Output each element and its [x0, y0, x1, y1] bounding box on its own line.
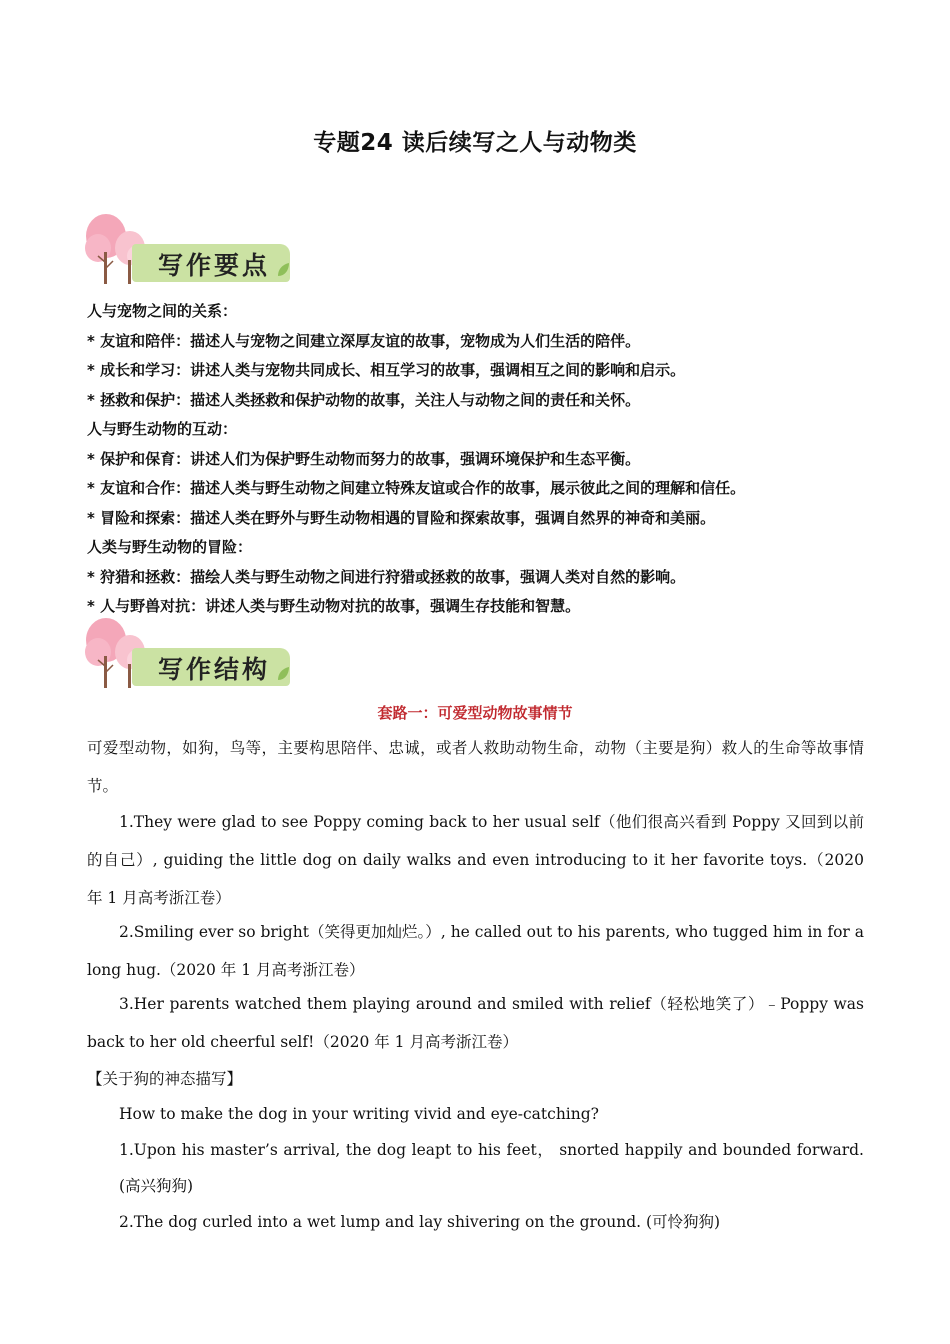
leaf-icon: [276, 262, 290, 278]
badge-label: 写作要点: [158, 251, 271, 280]
leaf-icon: [276, 666, 290, 682]
list-item: * 保护和保育：讲述人们为保护野生动物而努力的故事，强调环境保护和生态平衡。: [87, 449, 641, 468]
list-item: * 友谊和陪伴：描述人与宠物之间建立深厚友谊的故事，宠物成为人们生活的陪伴。: [87, 331, 641, 350]
list-item: 人类与野生动物的冒险：: [87, 538, 253, 556]
list-item: * 拯救和保护：描述人类拯救和保护动物的故事，关注人与动物之间的责任和关怀。: [87, 390, 641, 409]
example-paragraph: 3.Her parents watched them playing around and smiled with relief（轻松地笑了）﹣Poppy was back to her old cheerful self!（2020 年 1 月高考浙江卷）: [87, 995, 864, 1051]
intro-paragraph: 可爱型动物，如狗，鸟等，主要构思陪伴、忠诚，或者人救助动物生命，动物（主要是狗）救人的生命等故事情节。: [87, 739, 864, 795]
example-paragraph: 2.Smiling ever so bright（笑得更加灿烂。）, he called out to his parents, who tugged him in for a long hug.（2020 年 1 月高考浙江卷）: [87, 923, 864, 979]
writing-points-list: [87, 297, 877, 622]
structure-body: [87, 729, 864, 1240]
dog-example: 2.The dog curled into a wet lump and lay shivering on the ground. (可怜狗狗): [119, 1213, 721, 1231]
dog-question: How to make the dog in your writing vivid and eye-catching?: [119, 1105, 599, 1123]
list-item: * 成长和学习：讲述人类与宠物共同成长、相互学习的故事，强调相互之间的影响和启示。: [87, 361, 686, 379]
list-item: * 友谊和合作：描述人类与野生动物之间建立特殊友谊或合作的故事，展示彼此之间的理解和信任。: [87, 479, 746, 497]
list-item: 人与宠物之间的关系：: [87, 302, 238, 320]
list-item: * 人与野兽对抗：讲述人类与野生动物对抗的故事，强调生存技能和智慧。: [87, 597, 581, 615]
badge-label: 写作结构: [158, 655, 271, 684]
list-item: 人与野生动物的互动：: [87, 420, 238, 438]
section-badge-writing-structure: [84, 616, 304, 690]
list-item: * 冒险和探索：描述人类在野外与野生动物相遇的冒险和探索故事，强调自然界的神奇和美丽。: [87, 508, 716, 527]
example-paragraph: 1.They were glad to see Poppy coming back to her usual self（他们很高兴看到 Poppy 又回到以前的自己）, guiding the little dog on daily walks and even introducing to it her favorite toys.（2020 年 1 月高考浙江卷）: [87, 813, 864, 907]
dog-description-heading: 【关于狗的神态描写】: [87, 1070, 243, 1088]
section-badge-writing-points: [84, 212, 304, 286]
dog-example: 1.Upon his master’s arrival, the dog leapt to his feet， snorted happily and bounded forward.(高兴狗狗): [119, 1141, 864, 1195]
list-item: * 狩猎和拯救：描绘人类与野生动物之间进行狩猎或拯救的故事，强调人类对自然的影响。: [87, 567, 686, 586]
routine-subheading: 套路一：可爱型动物故事情节: [377, 704, 573, 722]
page-title: 专题24 读后续写之人与动物类: [313, 130, 637, 156]
